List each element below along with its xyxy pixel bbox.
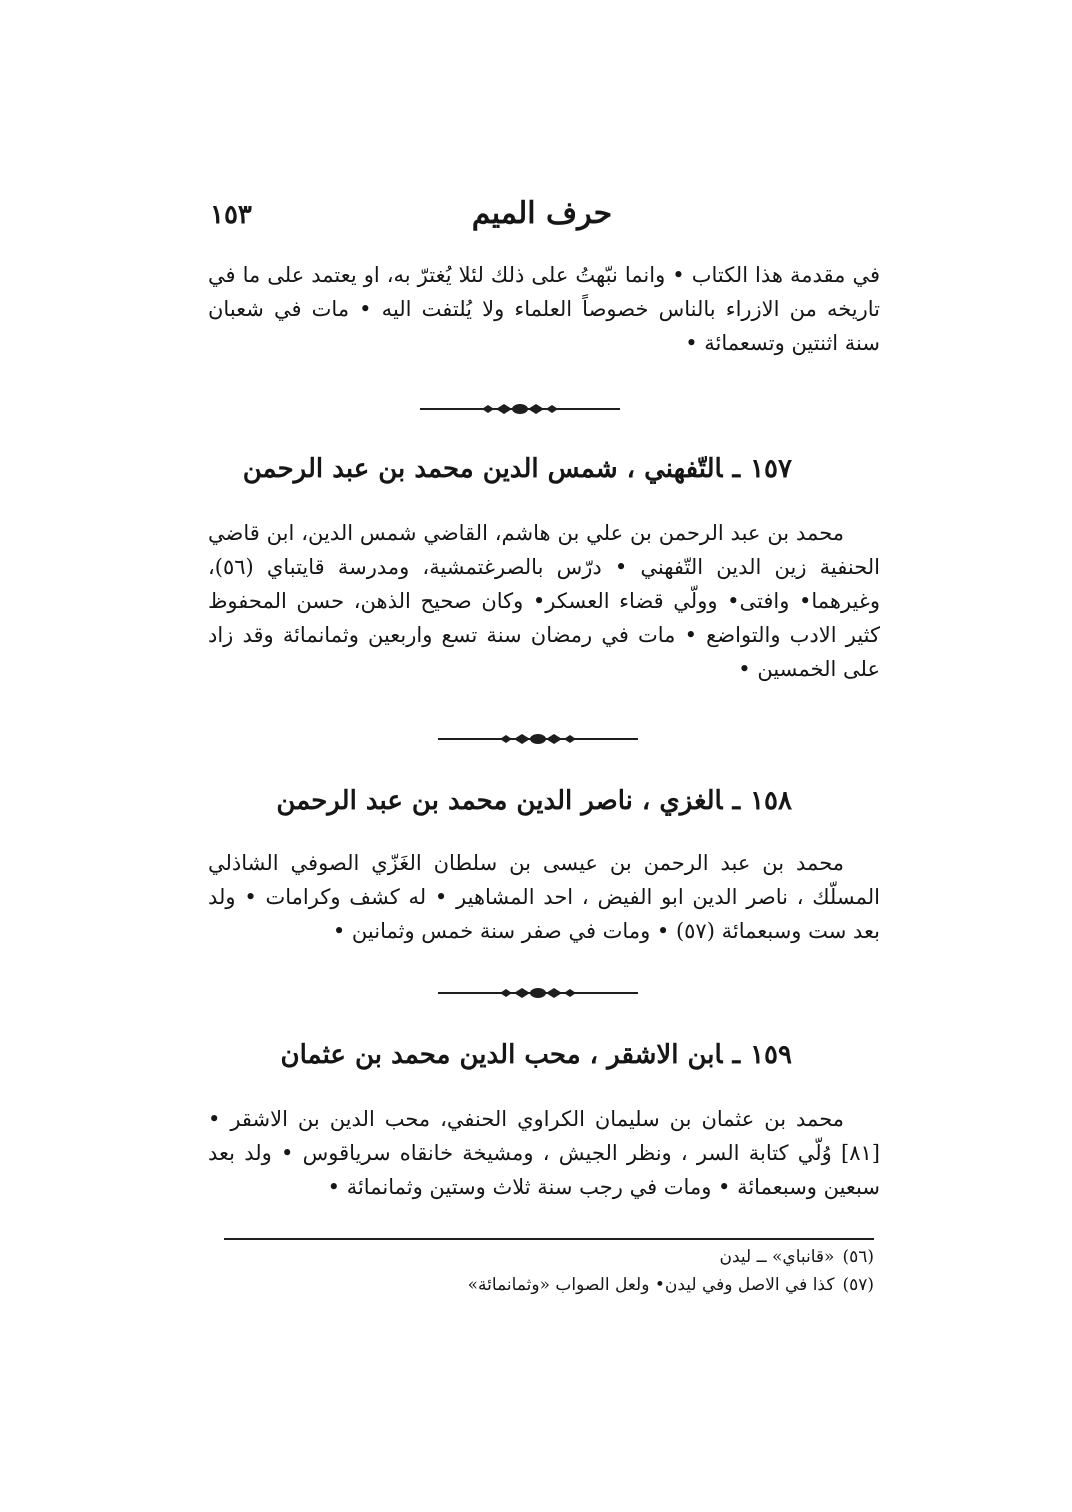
section-divider-ornament (438, 732, 638, 746)
entry-title: الغزي ، ناصر الدين محمد بن عبد الرحمن (276, 786, 723, 816)
entry-text-159 (208, 1102, 880, 1204)
entry-title: التّفهني ، شمس الدين محمد بن عبد الرحمن (242, 454, 723, 484)
page-header (206, 190, 878, 246)
entry-dash: ـ (732, 1040, 741, 1070)
entry-heading-157 (208, 454, 792, 484)
entry-body: محمد بن عثمان بن سليمان الكراوي الحنفي، محب الدين بن الاشقر • [٨١] وُلّي كتابة السر ، ونظر الجيش ، ومشيخة خانقاه سرياقوس • ولد بعد سبعين وسبعمائة • ومات في رجب سنة ثلاث وستين وثمانمائة • (208, 1107, 880, 1199)
entry-number: ١٥٨ (750, 786, 792, 816)
footnote-text: كذا في الاصل وفي ليدن• ولعل الصواب «وثمانمائة» (467, 1275, 835, 1295)
running-title: حرف الميم (471, 196, 613, 231)
footnote-text: «قانباي» ــ ليدن (719, 1247, 835, 1267)
entry-number: ١٥٧ (750, 454, 792, 484)
footnote-57 (468, 1272, 874, 1298)
entry-body: محمد بن عبد الرحمن بن علي بن هاشم، القاضي شمس الدين، ابن قاضي الحنفية زين الدين التّفهني • درّس بالصرغتمشية، ومدرسة قايتباي (٥٦)، وغيرهما• وافتى• وولّي قضاء العسكر• وكان صحيح الذهن، حسن المحفوظ كثير الادب والتواضع • مات في رمضان سنة تسع واربعين وثمانمائة وقد زاد على الخمسين • (208, 521, 880, 681)
section-divider-ornament (420, 402, 620, 416)
page-number: ١٥٣ (210, 200, 252, 230)
entry-heading-159 (208, 1040, 792, 1070)
entry-title: ابن الاشقر ، محب الدين محمد بن عثمان (280, 1040, 723, 1070)
footnote-56 (720, 1244, 875, 1270)
footnote-number: (٥٦) (842, 1247, 874, 1267)
entry-dash: ـ (732, 454, 741, 484)
continuation-paragraph: في مقدمة هذا الكتاب • وانما نبّهتُ على ذلك لئلا يُغترّ به، او يعتمد على ما في تاريخه من الازراء بالناس خصوصاً العلماء ولا يُلتفت اليه • مات في شعبان سنة اثنتين وتسعمائة • (208, 263, 880, 355)
entry-body: محمد بن عبد الرحمن بن عيسى بن سلطان الغَزّي الصوفي الشاذلي المسلّك ، ناصر الدين ابو الفيض ، احد المشاهير • له كشف وكرامات • ولد بعد ست وسبعمائة (٥٧) • ومات في صفر سنة خمس وثمانين • (208, 851, 880, 943)
entry-number: ١٥٩ (750, 1040, 792, 1070)
entry-dash: ـ (732, 786, 741, 816)
entry-text-158 (208, 846, 880, 948)
footnote-number: (٥٧) (842, 1275, 874, 1295)
entry-text-157 (208, 516, 880, 686)
footnote-separator (224, 1238, 874, 1240)
entry-heading-158 (208, 786, 792, 816)
section-divider-ornament (438, 986, 638, 1000)
